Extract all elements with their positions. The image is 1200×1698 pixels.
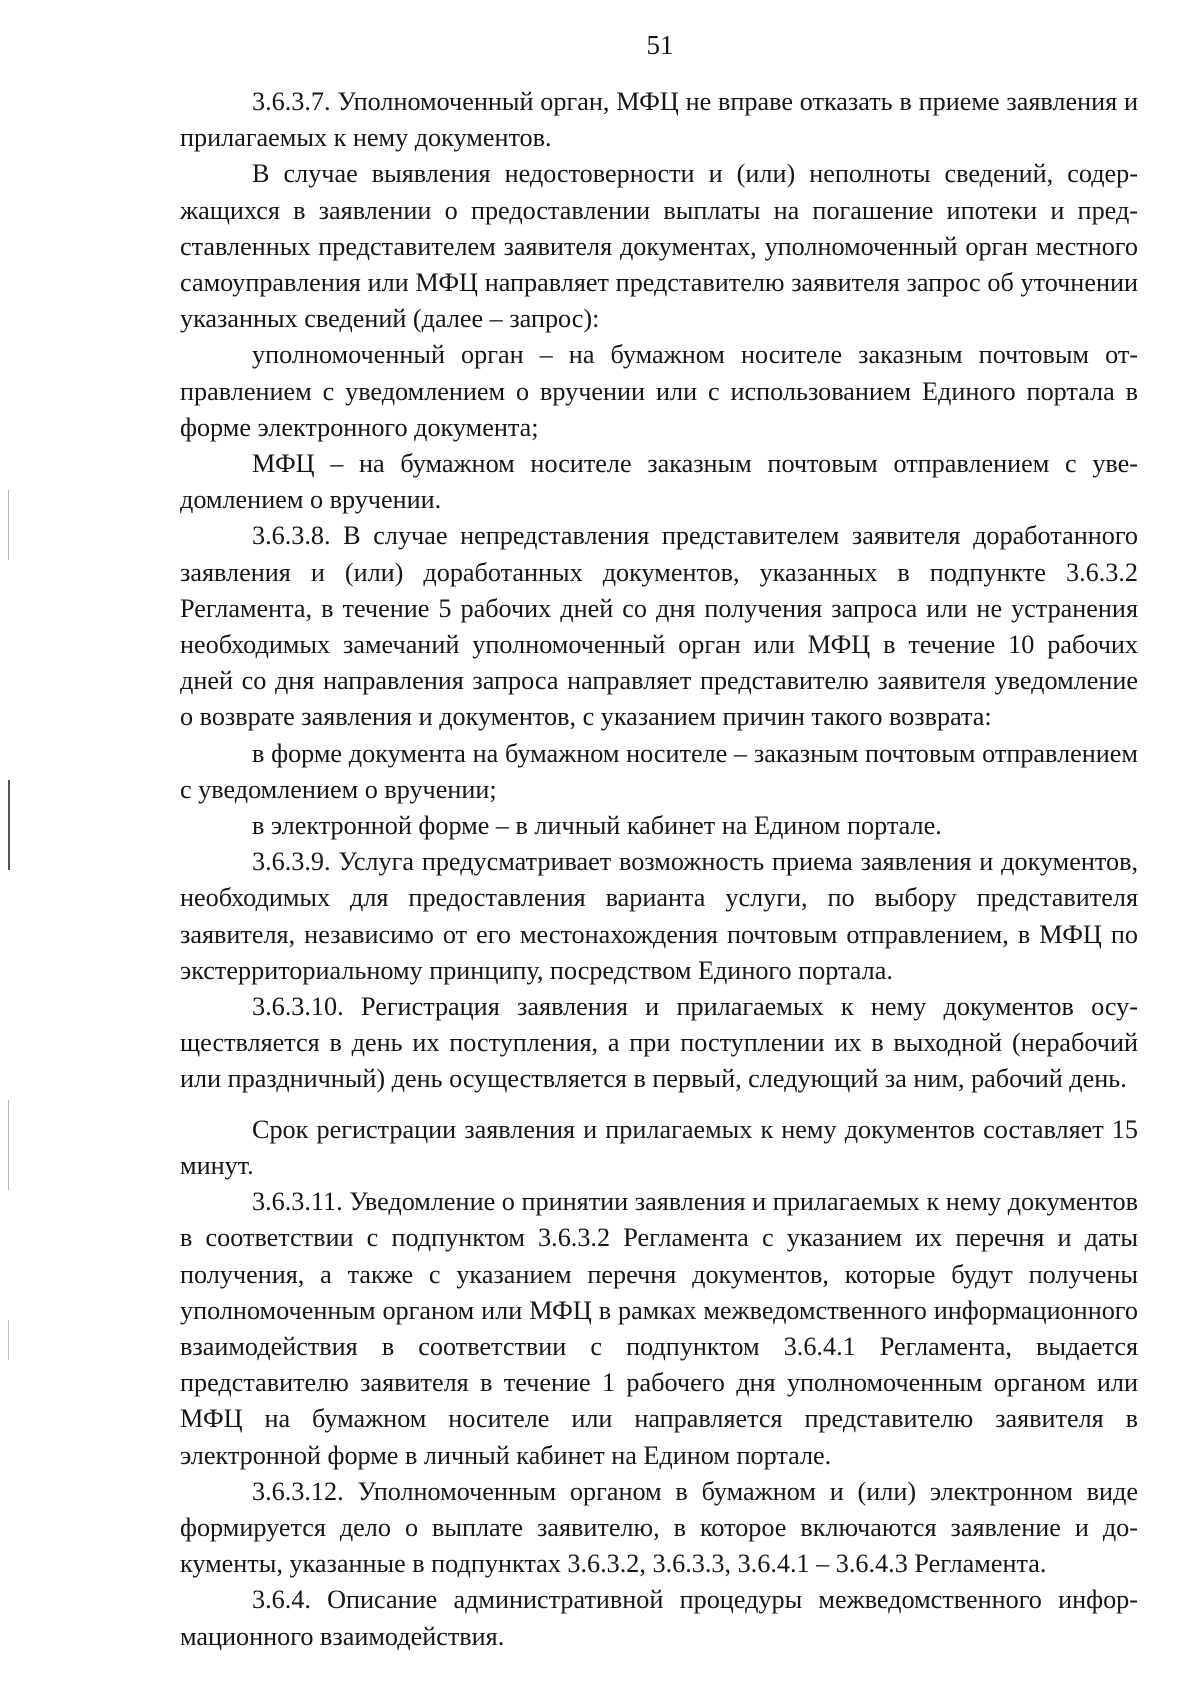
paragraph-3-6-3-12: 3.6.3.12. Уполномоченным органом в бумажном и (или) электронном виде формируется дело о выплате заявителю, в которое включаются заявление и документы, указанные в подпунктах 3.6.3.2, 3.6.3.3, 3.6.4.1 – 3.6.4.3 Регламента.: [180, 1476, 1138, 1579]
paragraph-registration-term: Срок регистрации заявления и прилагаемых к нему документов составляет 15 минут.: [180, 1114, 1138, 1180]
paragraph-3-6-3-10: 3.6.3.10. Регистрация заявления и прилагаемых к нему документов осуществляется в день их поступления, а при поступлении их в выходной (нерабочий или праздничный) день осуществляется в первый, следующий за ним, рабочий день.: [180, 992, 1138, 1094]
scan-edge-mark: [8, 1100, 9, 1190]
paragraph-3-6-3-8: 3.6.3.8. В случае непредставления представителем заявителя доработанного заявления и (или) доработанных документов, указанных в подпункте 3.6.3.2 Регламента, в течение 5 рабочих дней со дня получения запроса или не устранения необходимых замечаний уполномоченный орган или МФЦ в течение 10 рабочих дней со дня направления запроса направляет представителю заявителя уведомление о возврате заявления и документов, с указанием причин такого возврата:: [180, 521, 1138, 732]
scan-edge-mark: [8, 1320, 9, 1360]
paragraph-mfc-delivery: МФЦ – на бумажном носителе заказным почтовым отправлением с уведомлением о вручении.: [180, 449, 1138, 515]
paragraph-electronic-return: в электронной форме – в личный кабинет на Едином портале.: [252, 811, 942, 841]
paragraph-inaccuracy-request: В случае выявления недостоверности и (или) неполноты сведений, содержащихся в заявлении о предоставлении выплаты на погашение ипотеки и представленных представителем заявителя документах, уполномоченный орган местного самоуправления или МФЦ направляет представителю заявителя запрос об уточнении указанных сведений (далее – запрос):: [180, 159, 1138, 334]
scan-edge-mark: [8, 780, 10, 870]
page-number: 51: [646, 30, 674, 60]
paragraph-authorized-body-delivery: уполномоченный орган – на бумажном носителе заказным почтовым отправлением с уведомлением о вручении или с использованием Единого портала в форме электронного документа;: [180, 340, 1138, 442]
paragraph-3-6-3-7: 3.6.3.7. Уполномоченный орган, МФЦ не вправе отказать в приеме заявления и прилагаемых к нему документов.: [180, 87, 1138, 153]
paragraph-paper-return: в форме документа на бумажном носителе – заказным почтовым отправлением с уведомлением о вручении;: [180, 738, 1138, 804]
paragraph-3-6-3-11: 3.6.3.11. Уведомление о принятии заявления и прилагаемых к нему документов в соответствии с подпунктом 3.6.3.2 Регламента с указанием их перечня и даты получения, а также с указанием перечня документов, которые будут получены уполномоченным органом или МФЦ в рамках межведомственного информационного взаимодействия в соответствии с подпунктом 3.6.4.1 Регламента, выдается представителю заявителя в течение 1 рабочего дня уполномоченным органом или МФЦ на бумажном носителе или направляется представителю заявителя в электронной форме в личный кабинет на Едином портале.: [180, 1187, 1138, 1470]
scan-edge-mark: [8, 490, 9, 560]
paragraph-3-6-4: 3.6.4. Описание административной процедуры межведомственного информационного взаимодействия.: [180, 1585, 1138, 1651]
document-body: [180, 84, 1138, 1655]
paragraph-3-6-3-9: 3.6.3.9. Услуга предусматривает возможность приема заявления и документов, необходимых для предоставления варианта услуги, по выбору представителя заявителя, независимо от его местонахождения почтовым отправлением, в МФЦ по экстерриториальному принципу, посредством Единого портала.: [180, 847, 1138, 985]
